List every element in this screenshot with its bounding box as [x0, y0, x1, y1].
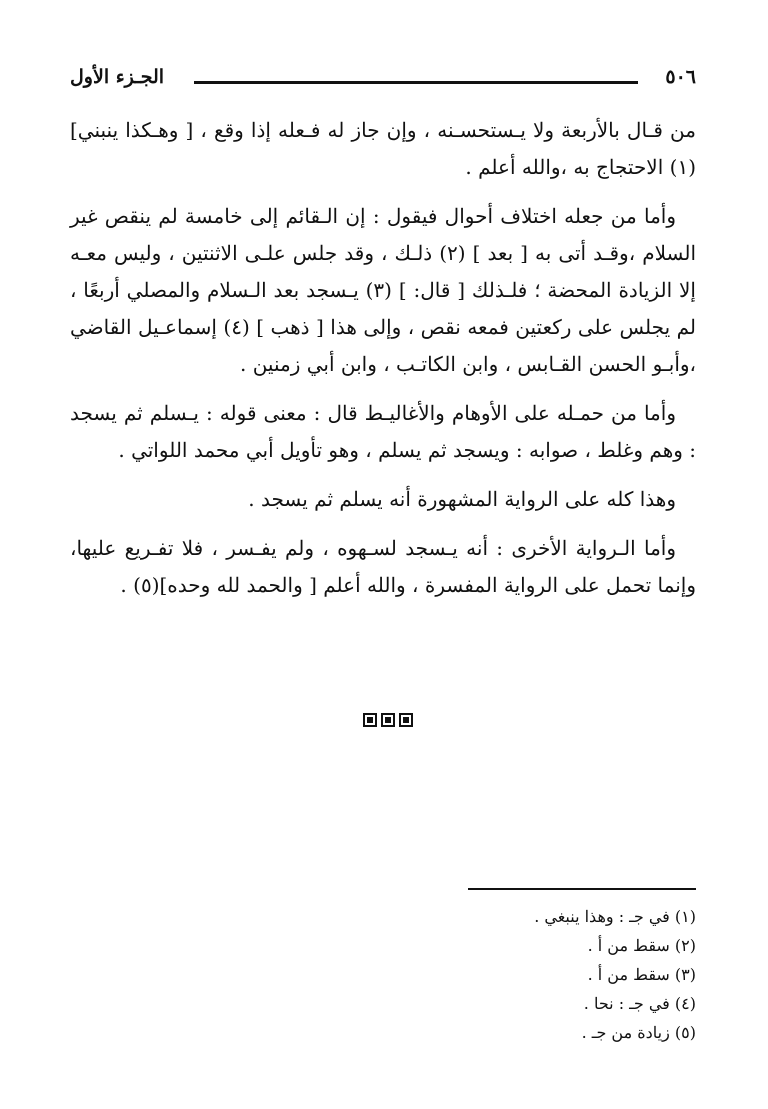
running-title: الجـزء الأول — [70, 66, 165, 88]
paragraph: وأما من جعله اختلاف أحوال فيقول : إن الـقائم إلى خامسة لم ينقص غير السلام ،وقـد أتى به [ بعد ] (٢) ذلـك ، وقد جلس علـى الاثنتين ، وليس معـه إلا الزيادة المحضة ؛ فلـذلك [ قال: ] (٣) يـسجد بعد الـسلام والمصلي أربعًا ، لم يجلس على ركعتين فمعه نقص ، وإلى هذا [ ذهب ] (٤) إسماعـيل القاضي ،وأبـو الحسن القـابس ، وابن الكاتـب ، وابن أبي زمنين . — [70, 204, 697, 376]
ornament-square-icon — [399, 713, 413, 727]
page-number: ٥٠٦ — [665, 66, 696, 88]
ornament-square-icon — [381, 713, 395, 727]
paragraph: وأما الـرواية الأخرى : أنه يـسجد لسـهوه ، ولم يفـسر ، فلا تفـريع عليها، وإنما تحمل على الرواية المفسرة ، والله أعلم [ والحمد لله وحده](٥) . — [70, 536, 696, 597]
footnote: (٢) سقط من أ . — [587, 936, 696, 955]
paragraph: من قـال بالأربعة ولا يـستحسـنه ، وإن جاز له فـعله إذا وقع ، [ وهـكذا ينبني](١) الاحتجاج به ،والله أعلم . — [70, 118, 696, 179]
section-end-ornament — [358, 710, 418, 730]
footnote: (٣) سقط من أ . — [587, 965, 696, 984]
header-rule — [194, 81, 638, 84]
footnote: (٥) زيادة من جـ . — [581, 1023, 696, 1042]
ornament-square-icon — [363, 713, 377, 727]
footnote: (١) في جـ : وهذا ينبغي . — [534, 907, 696, 926]
footnotes — [300, 902, 696, 1047]
footnote: (٤) في جـ : نحا . — [583, 994, 696, 1013]
main-text — [70, 112, 696, 616]
page-header — [70, 58, 696, 94]
paragraph: وهذا كله على الرواية المشهورة أنه يسلم ثم يسجد . — [248, 487, 676, 511]
paragraph: وأما من حمـله على الأوهام والأغاليـط قال : معنى قوله : يـسلم ثم يسجد : وهم وغلط ، صوابه : ويسجد ثم يسلم ، وهو تأويل أبي محمد اللواتي . — [70, 401, 696, 462]
footnote-separator — [468, 888, 696, 890]
